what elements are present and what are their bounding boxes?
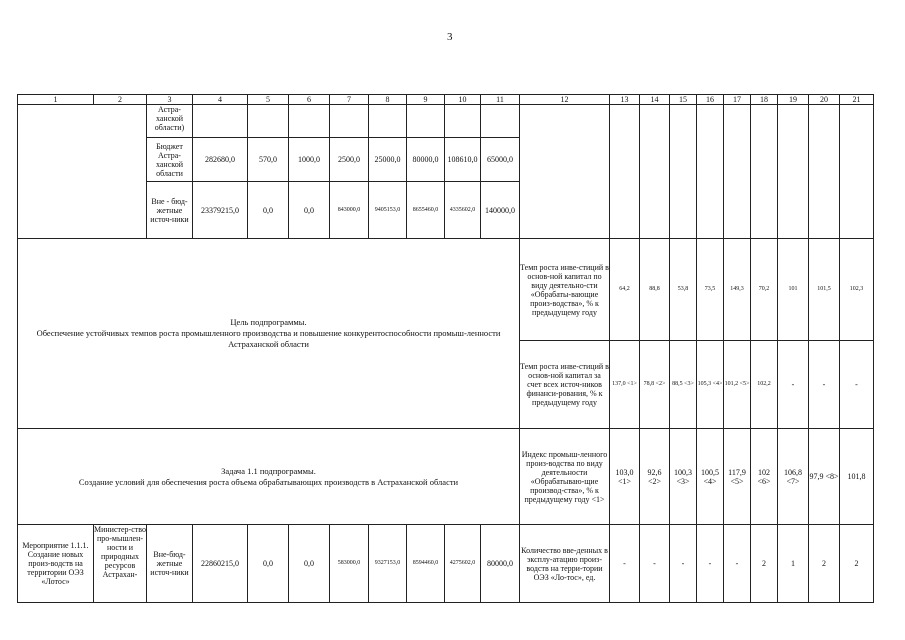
table-cell: 14 <box>640 95 670 105</box>
table-cell: 103,0 <1> <box>610 429 640 525</box>
table-cell <box>724 105 751 239</box>
table-cell: - <box>697 525 724 603</box>
table-cell: 2 <box>94 95 147 105</box>
table-cell: 100,3 <3> <box>670 429 697 525</box>
table-cell <box>610 105 640 239</box>
table-cell: 97,9 <8> <box>809 429 840 525</box>
table-cell: 149,3 <box>724 239 751 341</box>
table-cell: 13 <box>610 95 640 105</box>
table-cell: 0,0 <box>289 182 330 239</box>
table-cell: 80000,0 <box>407 138 445 182</box>
table-cell: 8594460,0 <box>407 525 445 603</box>
table-cell: 21 <box>840 95 874 105</box>
goal-cell <box>18 239 520 429</box>
table-cell: 22860215,0 <box>193 525 248 603</box>
table-cell: 18 <box>751 95 778 105</box>
table-cell: 102 <6> <box>751 429 778 525</box>
table-cell: 2 <box>840 525 874 603</box>
table-cell: 101,8 <box>840 429 874 525</box>
table-cell: 9327153,0 <box>369 525 407 603</box>
table-cell: 4 <box>193 95 248 105</box>
task-row <box>18 429 874 525</box>
table-cell: - <box>840 341 874 429</box>
table-cell <box>248 105 289 138</box>
table-cell: 25000,0 <box>369 138 407 182</box>
table-cell: 4275602,0 <box>445 525 481 603</box>
table-cell: 4335602,0 <box>445 182 481 239</box>
table-cell: - <box>809 341 840 429</box>
table-cell <box>520 105 610 239</box>
table-cell: 2 <box>809 525 840 603</box>
table-cell: 88,8 <box>640 239 670 341</box>
table-cell <box>289 105 330 138</box>
table-cell: 65000,0 <box>481 138 520 182</box>
table-cell: 2500,0 <box>330 138 369 182</box>
table-cell: - <box>640 525 670 603</box>
table-cell: 12 <box>520 95 610 105</box>
table-cell: 0,0 <box>289 525 330 603</box>
table-cell: 16 <box>697 95 724 105</box>
table-cell: 0,0 <box>248 182 289 239</box>
table-cell: 8655460,0 <box>407 182 445 239</box>
table-cell: 282680,0 <box>193 138 248 182</box>
table-cell <box>840 105 874 239</box>
table-cell: 1000,0 <box>289 138 330 182</box>
table-cell: 843000,0 <box>330 182 369 239</box>
header-row <box>18 95 874 105</box>
table-cell <box>330 105 369 138</box>
program-table <box>17 94 874 603</box>
indicator-name: Количество вве-денных в эксплу-атацию произ-водств на терри-тории ОЭЗ «Ло-тос», ед. <box>520 525 610 603</box>
goal-title: Цель подпрограммы. <box>230 317 307 327</box>
table-cell: 583000,0 <box>330 525 369 603</box>
table-cell: 140000,0 <box>481 182 520 239</box>
table-cell: 2 <box>751 525 778 603</box>
table-cell: Астра-ханской области) <box>147 105 193 138</box>
table-cell: Вне-бюд-жетные источ-ники <box>147 525 193 603</box>
table-cell: 5 <box>248 95 289 105</box>
table-cell: 3 <box>147 95 193 105</box>
table-cell: 17 <box>724 95 751 105</box>
table-cell: 9405153,0 <box>369 182 407 239</box>
table-cell <box>697 105 724 239</box>
table-cell: 108610,0 <box>445 138 481 182</box>
table-cell: 19 <box>778 95 809 105</box>
table-cell: 100,5 <4> <box>697 429 724 525</box>
table-cell: 70,2 <box>751 239 778 341</box>
task-cell <box>18 429 520 525</box>
table-cell: 11 <box>481 95 520 105</box>
task-title: Задача 1.1 подпрограммы. <box>221 465 316 476</box>
table-cell <box>407 105 445 138</box>
table-cell: 0,0 <box>248 525 289 603</box>
table-cell: Вне - бюд-жетные источ-ники <box>147 182 193 239</box>
table-cell: Бюджет Астра-ханской области <box>147 138 193 182</box>
table-cell: 6 <box>289 95 330 105</box>
measure-row <box>18 525 874 603</box>
table-cell: 570,0 <box>248 138 289 182</box>
table-cell: 88,5 <3> <box>670 341 697 429</box>
indicator-name: Темп роста инве-стиций в основ-ной капитал за счет всех источ-ников финанси-рования, % к предыдущему году <box>520 341 610 429</box>
table-cell: 78,8 <2> <box>640 341 670 429</box>
table-cell <box>193 105 248 138</box>
table-cell: - <box>778 341 809 429</box>
table-cell <box>670 105 697 239</box>
table-cell <box>640 105 670 239</box>
goal-text: Обеспечение устойчивых темпов роста промышленного производства и повышение конкурентоспособности промыш-ленности Астраханской области <box>36 328 501 349</box>
table-cell: 64,2 <box>610 239 640 341</box>
table-cell: 8 <box>369 95 407 105</box>
table-cell <box>809 105 840 239</box>
table-cell: 9 <box>407 95 445 105</box>
table-cell: 101 <box>778 239 809 341</box>
table-cell <box>18 105 147 239</box>
table-cell: 7 <box>330 95 369 105</box>
table-cell: 10 <box>445 95 481 105</box>
table-row <box>18 105 874 138</box>
table-cell: 1 <box>778 525 809 603</box>
table-cell: 105,3 <4> <box>697 341 724 429</box>
table-cell: 80000,0 <box>481 525 520 603</box>
table-cell: 102,3 <box>840 239 874 341</box>
table-cell: 137,0 <1> <box>610 341 640 429</box>
table-cell: - <box>610 525 640 603</box>
table-cell: 15 <box>670 95 697 105</box>
table-cell <box>481 105 520 138</box>
table-cell: 20 <box>809 95 840 105</box>
table-cell: 117,9 <5> <box>724 429 751 525</box>
table-cell <box>778 105 809 239</box>
page-number: 3 <box>447 31 453 43</box>
table-cell <box>369 105 407 138</box>
table-cell: 106,8 <7> <box>778 429 809 525</box>
table-cell: 92,6 <2> <box>640 429 670 525</box>
indicator-name: Темп роста инве-стиций в основ-ной капитал по виду деятельно-сти «Обрабаты-вающие произ-водства», % к предыдущему году <box>520 239 610 341</box>
indicator-name: Индекс промыш-ленного произ-водства по виду деятельности «Обрабатываю-щие производ-ства», % к предыдущему году <1> <box>520 429 610 525</box>
table-cell: 73,5 <box>697 239 724 341</box>
table-cell <box>751 105 778 239</box>
table-cell <box>445 105 481 138</box>
table-cell: 101,5 <box>809 239 840 341</box>
task-text: Создание условий для обеспечения роста объема обрабатывающих производств в Астраханской области <box>78 476 459 487</box>
table-cell: 53,8 <box>670 239 697 341</box>
table-cell: 102,2 <box>751 341 778 429</box>
table-cell: - <box>724 525 751 603</box>
table-cell: 23379215,0 <box>193 182 248 239</box>
table-cell: - <box>670 525 697 603</box>
measure-name: Мероприятие 1.1.1. Создание новых произ-водств на территории ОЭЗ «Лотос» <box>18 525 94 603</box>
measure-executor: Министер-ство про-мышлен-ности и природных ресурсов Астрахан- <box>94 525 147 603</box>
goal-row-1 <box>18 239 874 341</box>
table-cell: 101,2 <5> <box>724 341 751 429</box>
table-cell: 1 <box>18 95 94 105</box>
